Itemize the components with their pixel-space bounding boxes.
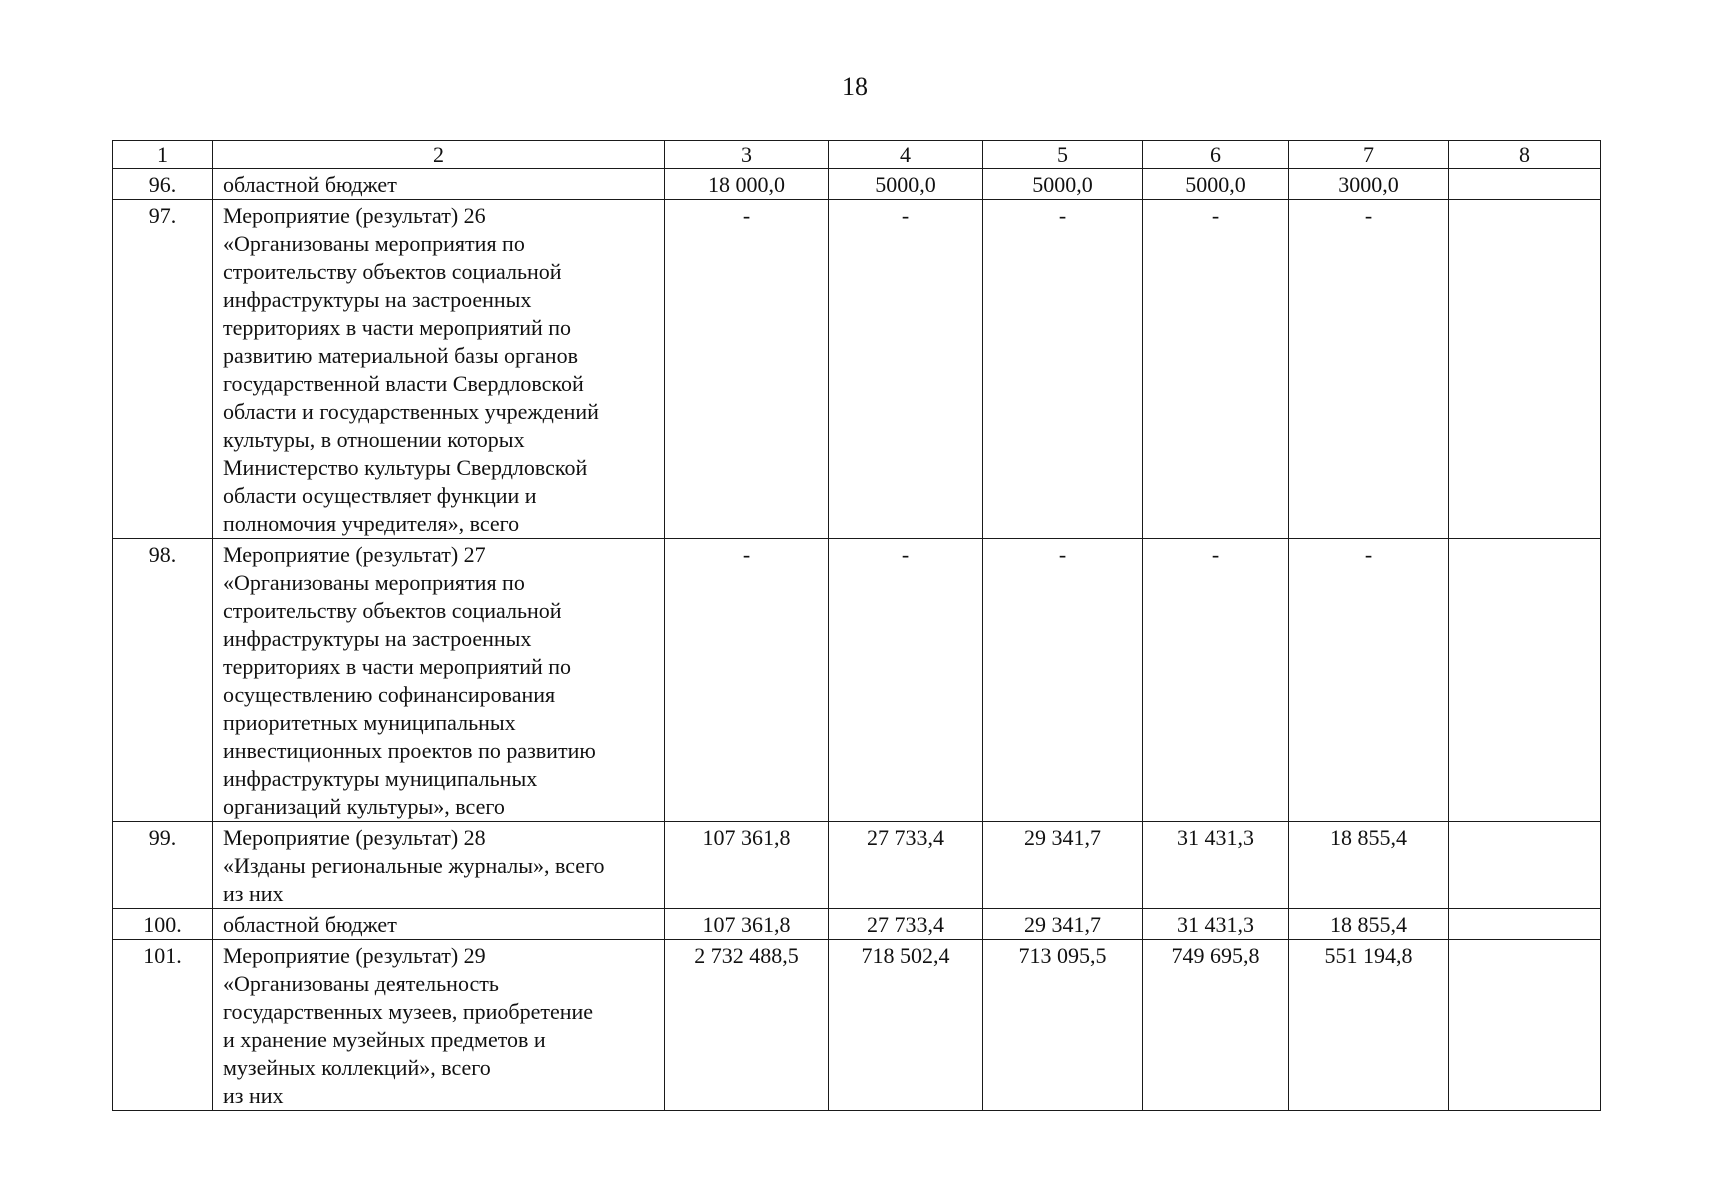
value-cell-col-5: 29 341,7: [983, 822, 1143, 909]
description-line: развитию материальной базы органов: [223, 343, 578, 368]
value-cell-col-8: [1449, 169, 1601, 200]
description-line: областной бюджет: [223, 912, 397, 937]
value-cell-col-4: 27 733,4: [829, 822, 983, 909]
column-number: 2: [213, 141, 665, 169]
value-cell-col-4: -: [829, 200, 983, 539]
column-number: 3: [665, 141, 829, 169]
column-number: 7: [1289, 141, 1449, 169]
description-line: полномочия учредителя», всего: [223, 511, 520, 536]
value-cell-col-4: -: [829, 539, 983, 822]
description-line: «Организованы деятельность: [223, 971, 499, 996]
row-number: 96.: [113, 169, 213, 200]
value-cell-col-3: 2 732 488,5: [665, 940, 829, 1111]
description-line: «Изданы региональные журналы», всего: [223, 853, 605, 878]
description-line: инфраструктуры муниципальных: [223, 766, 538, 791]
description-line: «Организованы мероприятия по: [223, 570, 525, 595]
value-cell-col-3: 107 361,8: [665, 822, 829, 909]
column-number: 1: [113, 141, 213, 169]
value-cell-col-5: 713 095,5: [983, 940, 1143, 1111]
page-number: 18: [842, 72, 868, 101]
description-line: области и государственных учреждений: [223, 399, 599, 424]
value-cell-col-4: 5000,0: [829, 169, 983, 200]
description-line: организаций культуры», всего: [223, 794, 505, 819]
value-cell-col-7: -: [1289, 539, 1449, 822]
row-description: [213, 539, 665, 822]
value-cell-col-5: 29 341,7: [983, 909, 1143, 940]
value-cell-col-8: [1449, 200, 1601, 539]
description-line: государственной власти Свердловской: [223, 371, 584, 396]
value-cell-col-6: 31 431,3: [1143, 909, 1289, 940]
description-line: строительству объектов социальной: [223, 259, 562, 284]
row-description: [213, 909, 665, 940]
description-line: Мероприятие (результат) 28: [223, 825, 486, 850]
row-number: 101.: [113, 940, 213, 1111]
value-cell-col-7: -: [1289, 200, 1449, 539]
value-cell-col-3: 18 000,0: [665, 169, 829, 200]
column-number: 8: [1449, 141, 1601, 169]
budget-table: [112, 140, 1601, 1111]
table-row: [113, 940, 1601, 1111]
row-description: [213, 940, 665, 1111]
description-line: из них: [223, 1083, 284, 1108]
description-line: инфраструктуры на застроенных: [223, 626, 532, 651]
table-row: [113, 822, 1601, 909]
description-line: Министерство культуры Свердловской: [223, 455, 588, 480]
value-cell-col-7: 18 855,4: [1289, 822, 1449, 909]
table-row: [113, 539, 1601, 822]
description-line: инфраструктуры на застроенных: [223, 287, 532, 312]
column-number: 6: [1143, 141, 1289, 169]
row-description: [213, 169, 665, 200]
value-cell-col-5: -: [983, 539, 1143, 822]
description-line: музейных коллекций», всего: [223, 1055, 491, 1080]
value-cell-col-4: 718 502,4: [829, 940, 983, 1111]
value-cell-col-5: 5000,0: [983, 169, 1143, 200]
row-number: 97.: [113, 200, 213, 539]
description-line: территориях в части мероприятий по: [223, 315, 572, 340]
value-cell-col-6: 31 431,3: [1143, 822, 1289, 909]
value-cell-col-8: [1449, 539, 1601, 822]
description-line: областной бюджет: [223, 172, 397, 197]
column-number: 4: [829, 141, 983, 169]
description-line: Мероприятие (результат) 26: [223, 203, 486, 228]
description-line: приоритетных муниципальных: [223, 710, 516, 735]
value-cell-col-6: 749 695,8: [1143, 940, 1289, 1111]
value-cell-col-4: 27 733,4: [829, 909, 983, 940]
description-line: осуществлению софинансирования: [223, 682, 556, 707]
description-line: «Организованы мероприятия по: [223, 231, 525, 256]
description-line: области осуществляет функции и: [223, 483, 537, 508]
description-line: строительству объектов социальной: [223, 598, 562, 623]
column-number-row: [113, 141, 1601, 169]
value-cell-col-7: 551 194,8: [1289, 940, 1449, 1111]
column-number: 5: [983, 141, 1143, 169]
description-line: и хранение музейных предметов и: [223, 1027, 546, 1052]
value-cell-col-5: -: [983, 200, 1143, 539]
row-description: [213, 200, 665, 539]
row-description: [213, 822, 665, 909]
description-line: государственных музеев, приобретение: [223, 999, 594, 1024]
row-number: 99.: [113, 822, 213, 909]
value-cell-col-3: -: [665, 539, 829, 822]
value-cell-col-8: [1449, 940, 1601, 1111]
value-cell-col-3: 107 361,8: [665, 909, 829, 940]
description-line: территориях в части мероприятий по: [223, 654, 572, 679]
description-line: из них: [223, 881, 284, 906]
value-cell-col-6: 5000,0: [1143, 169, 1289, 200]
value-cell-col-6: -: [1143, 539, 1289, 822]
value-cell-col-8: [1449, 822, 1601, 909]
row-number: 100.: [113, 909, 213, 940]
value-cell-col-7: 18 855,4: [1289, 909, 1449, 940]
description-line: Мероприятие (результат) 27: [223, 542, 486, 567]
table-row: [113, 909, 1601, 940]
value-cell-col-6: -: [1143, 200, 1289, 539]
table-row: [113, 169, 1601, 200]
description-line: инвестиционных проектов по развитию: [223, 738, 596, 763]
value-cell-col-8: [1449, 909, 1601, 940]
description-line: культуры, в отношении которых: [223, 427, 525, 452]
value-cell-col-3: -: [665, 200, 829, 539]
value-cell-col-7: 3000,0: [1289, 169, 1449, 200]
table-row: [113, 200, 1601, 539]
description-line: Мероприятие (результат) 29: [223, 943, 486, 968]
row-number: 98.: [113, 539, 213, 822]
